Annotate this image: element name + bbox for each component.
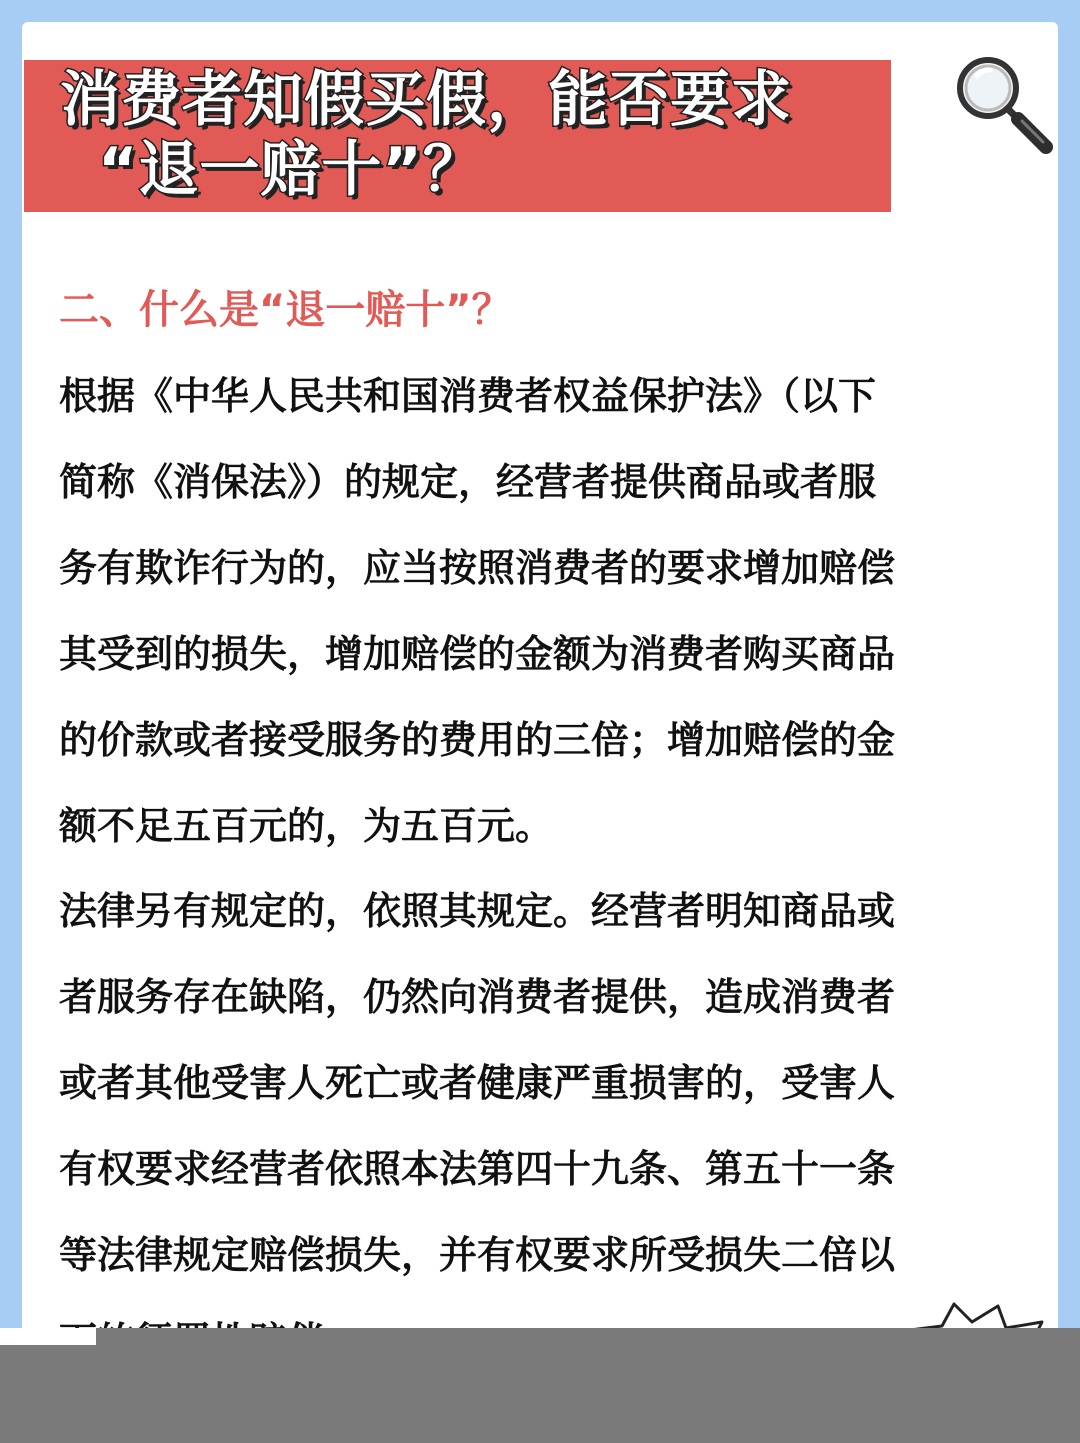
paragraph-line: 有权要求经营者依照本法第四十九条、第五十一条 (59, 1147, 896, 1191)
paragraph-2 (59, 868, 1024, 1362)
paragraph-line: 简称《消保法》）的规定，经营者提供商品或者服 (59, 460, 877, 504)
section-heading: 二、什么是“退一赔十”？ (59, 287, 512, 333)
paragraph-line: 或者其他受害人死亡或者健康严重损害的，受害人 (59, 1061, 896, 1105)
title-line-1: 消费者知假买假，能否要求 (60, 65, 792, 135)
paragraph-line: 根据《中华人民共和国消费者权益保护法》（以下 (59, 374, 877, 418)
paragraph-line: 法律另有规定的，依照其规定。经营者明知商品或 (59, 889, 896, 933)
paragraph-1 (59, 353, 1024, 869)
paragraph-line: 务有欺诈行为的，应当按照消费者的要求增加赔偿 (59, 546, 896, 590)
bottom-overlay-bar (0, 1328, 1080, 1443)
paragraph-line: 其受到的损失，增加赔偿的金额为消费者购买商品 (59, 632, 896, 676)
bottom-bar-notch (0, 1328, 96, 1345)
document-card (22, 22, 1058, 1362)
magnifier-icon (950, 52, 1058, 160)
paragraph-line: 等法律规定赔偿损失，并有权要求所受损失二倍以 (59, 1233, 896, 1277)
title-line-2: “退一赔十”？ (98, 135, 484, 205)
paragraph-line: 者服务存在缺陷，仍然向消费者提供，造成消费者 (59, 975, 896, 1019)
paragraph-line: 额不足五百元的，为五百元。 (59, 804, 554, 848)
paragraph-line: 的价款或者接受服务的费用的三倍；增加赔偿的金 (59, 718, 896, 762)
